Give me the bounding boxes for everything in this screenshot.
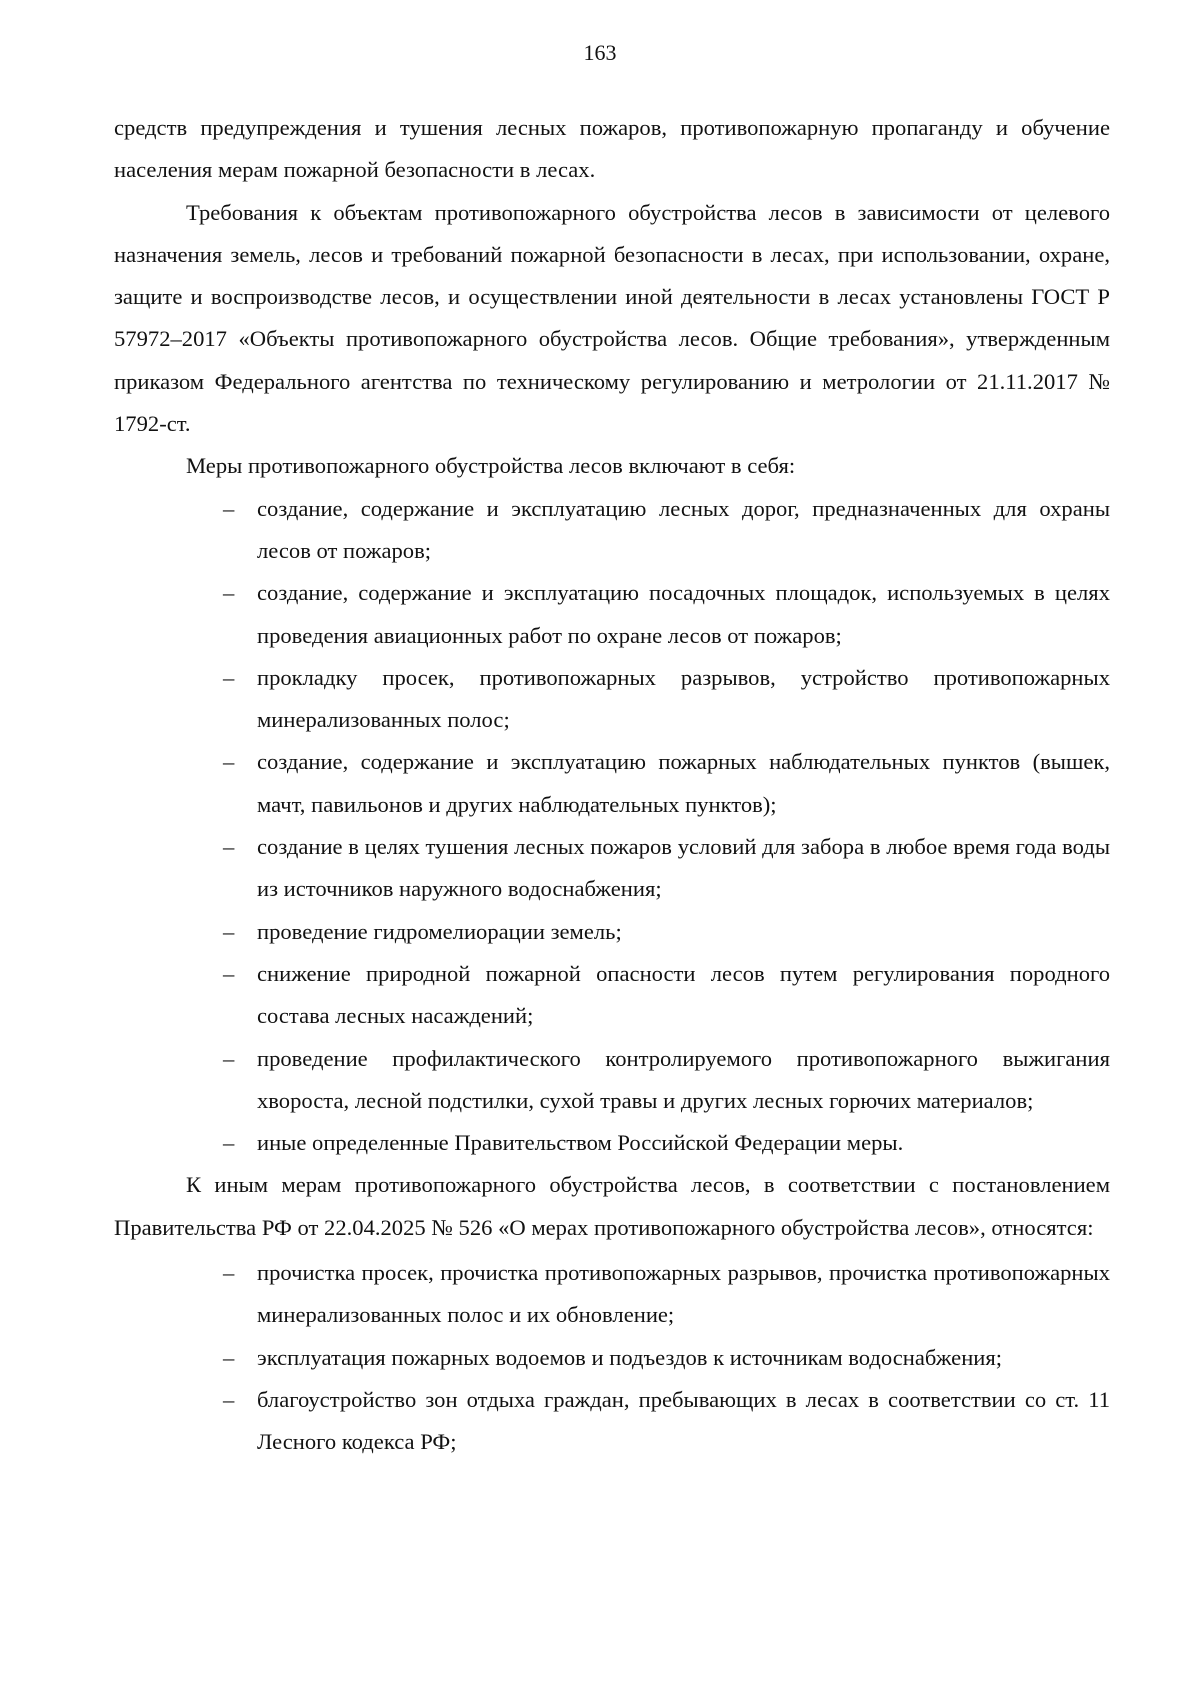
list-item (223, 1038, 1110, 1123)
list-item-text: проведение гидромелиорации земель; (257, 918, 622, 944)
dash-bullet: – (223, 495, 235, 521)
list-item (223, 826, 1110, 911)
list-item (223, 911, 1110, 953)
list-item-text: прочистка просек, прочистка противопожарных разрывов, прочистка противопожарных минерализованных полос и их обновление; (257, 1260, 1110, 1328)
dash-bullet: – (223, 580, 235, 606)
measures-list (114, 488, 1110, 1165)
list-item (223, 1122, 1110, 1164)
dash-bullet: – (223, 1045, 235, 1071)
dash-bullet: – (223, 960, 235, 986)
dash-bullet: – (223, 834, 235, 860)
list-item (223, 1379, 1110, 1464)
list-item-text: благоустройство зон отдыха граждан, пребывающих в лесах в соответствии со ст. 11 Лесного кодекса РФ; (257, 1386, 1110, 1455)
list-item-text: прокладку просек, противопожарных разрывов, устройство противопожарных минерализованных полос; (257, 664, 1110, 733)
list-item (223, 657, 1110, 742)
list-item-text: снижение природной пожарной опасности лесов путем регулирования породного состава лесных насаждений; (257, 960, 1110, 1029)
list-item-text: создание, содержание и эксплуатацию пожарных наблюдательных пунктов (вышек, мачт, павильонов и других наблюдательных пунктов); (257, 749, 1110, 817)
list-item (223, 953, 1110, 1038)
page-number: 163 (583, 40, 617, 65)
list-item-text: создание в целях тушения лесных пожаров условий для забора в любое время года воды из источников наружного водоснабжения; (257, 834, 1110, 902)
other-measures-list (114, 1252, 1110, 1463)
list-item-text: создание, содержание и эксплуатацию лесных дорог, предназначенных для охраны лесов от пожаров; (257, 495, 1110, 563)
list-item-text: проведение профилактического контролируемого противопожарного выжигания хвороста, лесной подстилки, сухой травы и других лесных горючих материалов; (257, 1045, 1110, 1113)
document-body (114, 107, 1110, 1464)
list-item-text: эксплуатация пожарных водоемов и подъездов к источникам водоснабжения; (257, 1344, 1003, 1370)
list-item (223, 1337, 1110, 1379)
dash-bullet: – (223, 749, 235, 775)
list-item-text: создание, содержание и эксплуатацию посадочных площадок, используемых в целях проведения авиационных работ по охране лесов от пожаров; (257, 580, 1110, 648)
dash-bullet: – (223, 664, 235, 690)
dash-bullet: – (223, 1344, 235, 1370)
list-item (223, 572, 1110, 657)
list-item (223, 1252, 1110, 1337)
dash-bullet: – (223, 1386, 235, 1412)
dash-bullet: – (223, 918, 235, 944)
paragraph-continuation: средств предупреждения и тушения лесных пожаров, противопожарную пропаганду и обучение населения мерам пожарной безопасности в лесах. (114, 115, 1110, 183)
paragraph-gost-requirements: Требования к объектам противопожарного обустройства лесов в зависимости от целевого назначения земель, лесов и требований пожарной безопасности в лесах, при использовании, охране, защите и воспроизводстве лесов, и осуществлении иной деятельности в лесах установлены ГОСТ Р 57972–2017 «Объекты противопожарного обустройства лесов. Общие требования», утвержденным приказом Федерального агентства по техническому регулированию и метрологии от 21.11.2017 № 1792-ст. (114, 199, 1110, 437)
dash-bullet: – (223, 1130, 235, 1156)
list-item-text: иные определенные Правительством Российской Федерации меры. (257, 1130, 904, 1156)
paragraph-measures-intro: Меры противопожарного обустройства лесов включают в себя: (186, 453, 796, 479)
paragraph-other-measures: К иным мерам противопожарного обустройства лесов, в соответствии с постановлением Правительства РФ от 22.04.2025 № 526 «О мерах противопожарного обустройства лесов», относятся: (114, 1172, 1110, 1240)
list-item (223, 488, 1110, 573)
dash-bullet: – (223, 1260, 235, 1286)
list-item (223, 741, 1110, 826)
